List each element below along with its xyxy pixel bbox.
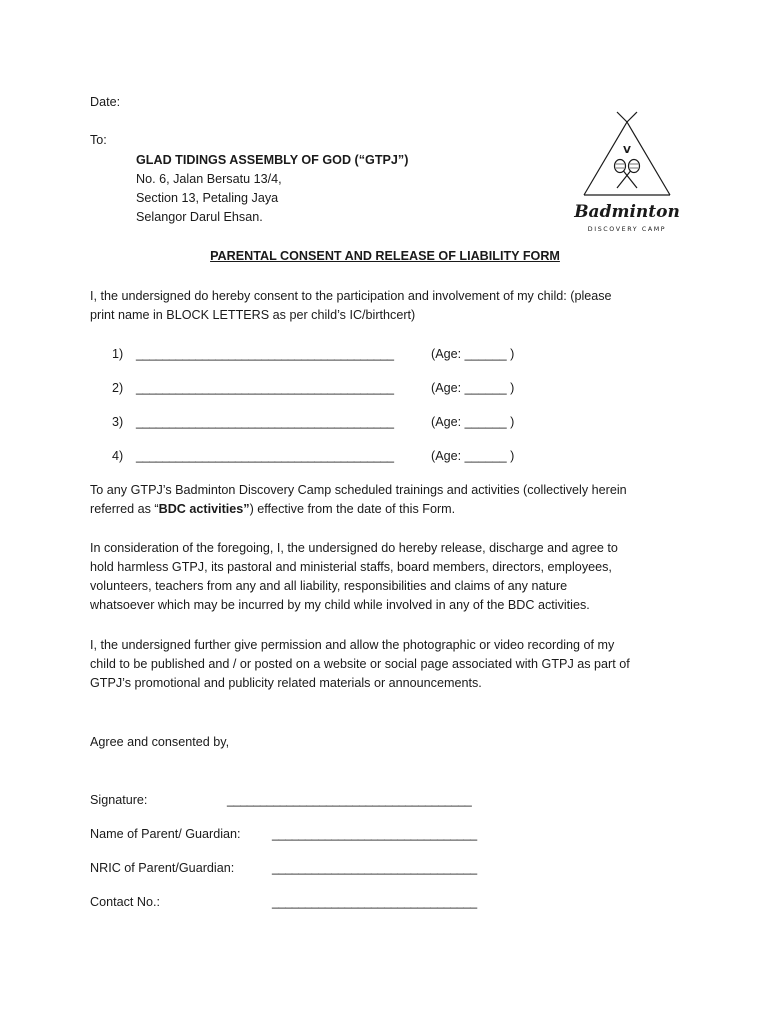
release-line-2: hold harmless GTPJ, its pastoral and ministerial staffs, board members, directors, employees,	[90, 560, 612, 574]
form-title: PARENTAL CONSENT AND RELEASE OF LIABILITY FORM	[210, 249, 560, 263]
contact-number-label: Contact No.:	[90, 895, 160, 909]
activities-line-1: To any GTPJ’s Badminton Discovery Camp scheduled trainings and activities (collectively herein	[90, 483, 627, 497]
child-name-blank[interactable]: _______________________________________	[136, 381, 394, 395]
recipient-address-line-1: No. 6, Jalan Bersatu 13/4,	[136, 172, 282, 186]
parent-name-field[interactable]: _______________________________	[272, 827, 477, 841]
to-label: To:	[90, 133, 107, 147]
recipient-name: GLAD TIDINGS ASSEMBLY OF GOD (“GTPJ”)	[136, 153, 409, 167]
signature-label: Signature:	[90, 793, 148, 807]
child-name-blank[interactable]: _______________________________________	[136, 415, 394, 429]
agree-text: Agree and consented by,	[90, 735, 230, 749]
release-line-3: volunteers, teachers from any and all liability, responsibilities and claims of any nature	[90, 579, 568, 593]
activities-line-2-bold: BDC activities”	[158, 502, 250, 516]
child-age-field[interactable]: (Age: ______ )	[431, 415, 515, 429]
signature-field[interactable]: _____________________________________	[227, 793, 472, 807]
permission-line-2: child to be published and / or posted on a website or social page associated with GTPJ as part of	[90, 657, 630, 671]
date-label: Date:	[90, 95, 121, 109]
contact-number-field[interactable]: _______________________________	[272, 895, 477, 909]
child-name-blank[interactable]: _______________________________________	[136, 347, 394, 361]
child-age-field[interactable]: (Age: ______ )	[431, 347, 515, 361]
child-age-field[interactable]: (Age: ______ )	[431, 449, 515, 463]
recipient-address-line-3: Selangor Darul Ehsan.	[136, 210, 263, 224]
parent-nric-field[interactable]: _______________________________	[272, 861, 477, 875]
release-line-1: In consideration of the foregoing, I, the undersigned do hereby release, discharge and agree to	[90, 541, 618, 555]
release-line-4: whatsoever which may be incurred by my child while involved in any of the BDC activities.	[90, 598, 590, 612]
crossed-badminton-rackets-icon	[615, 160, 640, 189]
activities-line-2	[90, 500, 455, 520]
activities-line-2-post: ) effective from the date of this Form.	[249, 502, 456, 516]
child-row	[112, 447, 123, 467]
permission-line-3: GTPJ’s promotional and publicity related materials or announcements.	[90, 676, 482, 690]
child-row	[112, 413, 123, 433]
child-row-number: 4)	[112, 449, 124, 463]
child-age-field[interactable]: (Age: ______ )	[431, 381, 515, 395]
child-row-number: 1)	[112, 347, 124, 361]
activities-line-2-pre: referred as “	[90, 502, 159, 516]
badminton-discovery-camp-logo	[574, 110, 680, 235]
logo-letter: V	[623, 145, 631, 156]
logo-script-text: Badminton	[574, 202, 680, 222]
logo-caption: DISCOVERY CAMP	[587, 226, 667, 233]
child-row	[112, 345, 123, 365]
parent-nric-label: NRIC of Parent/Guardian:	[90, 861, 235, 875]
child-row-number: 3)	[112, 415, 124, 429]
intro-line-1: I, the undersigned do hereby consent to the participation and involvement of my child: (please	[90, 289, 612, 303]
permission-line-1: I, the undersigned further give permission and allow the photographic or video recording of my	[90, 638, 615, 652]
recipient-address-line-2: Section 13, Petaling Jaya	[136, 191, 279, 205]
parent-name-label: Name of Parent/ Guardian:	[90, 827, 241, 841]
child-row-number: 2)	[112, 381, 124, 395]
child-name-blank[interactable]: _______________________________________	[136, 449, 394, 463]
child-row	[112, 379, 123, 399]
intro-line-2: print name in BLOCK LETTERS as per child’s IC/birthcert)	[90, 308, 416, 322]
